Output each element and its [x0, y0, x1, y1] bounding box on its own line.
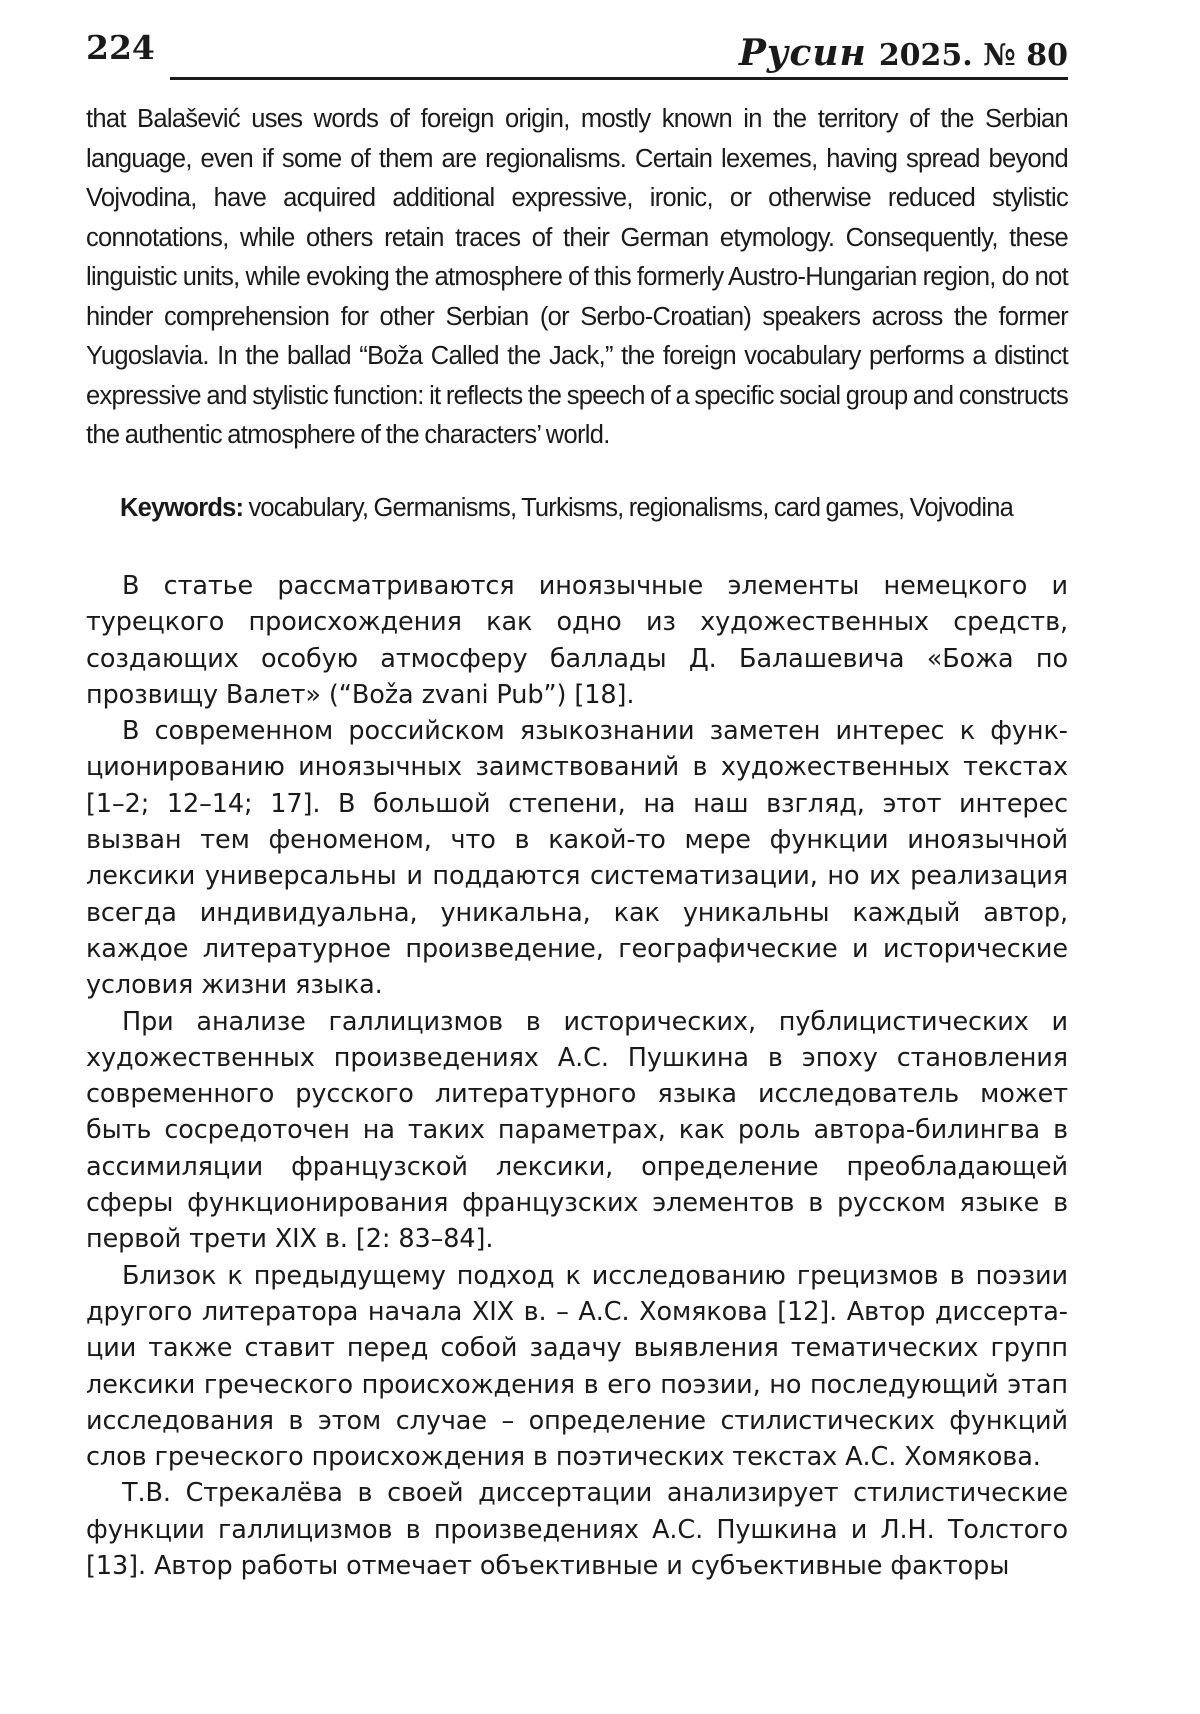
abstract-english: that Balašević uses words of foreign origin, mostly known in the territory of the Serbian language, even if some of them are regionalisms. Certain lexemes, having spread beyond Vojvodina, have acquired additional expressive, ironic, or otherwise reduced stylistic connotations, while others retain traces of their German etymology. Consequently, these linguistic units, while evoking the atmosphere of this formerly Austro-Hungarian region, do not hinder comprehension for other Serbian (or Serbo-Croatian) speakers across the former Yugoslavia. In the ballad “Boža Called the Jack,” the foreign vocabulary performs a distinct expressive and stylistic function: it reflects the speech of a specific social group and constructs the authentic atmosphere of the characters’ world. [86, 105, 1068, 449]
paragraph: Т.В. Стрекалёва в своей диссертации анализирует стилистические функции галлицизмов в произведениях А.С. Пушкина и Л.Н. Толстого [13]. Автор работы отмечает объективные и субъективные факторы [86, 1478, 1068, 1582]
paragraph: В современном российском языкознании заметен интерес к функционированию иноязычных заимствований в художественных текстах [1–2; 12–14; 17]. В большой степени, на наш взгляд, этот интерес вызван тем феноменом, что в какой-то мере функции иноязычной лексики универсальны и поддаются систематизации, но их реализация всегда индивидуальна, уникальна, как уникальны каждый автор, каждое литературное произведение, географические и исторические условия жизни языка. [86, 716, 1068, 1001]
journal-logo: Русин [738, 32, 867, 74]
page-header [86, 28, 1068, 80]
keywords [120, 488, 1013, 528]
page-number: 224 [86, 28, 155, 67]
journal-title [739, 32, 1068, 74]
paragraph: При анализе галлицизмов в исторических, публицистических и художественных произведениях А.С. Пушкина в эпоху становления современного русского литературного языка исследователь может быть сосредоточен на таких параметрах, как роль автора-билингва в ассимиляции французской лексики, определение преобладающей сферы функционирования французских элементов в русском языке в первой трети XIX в. [2: 83–84]. [86, 1006, 1068, 1255]
keywords-list: vocabulary, Germanisms, Turkisms, regionalisms, card games, Vojvodina [248, 494, 1014, 522]
article-body [86, 568, 1068, 1584]
paragraph: В статье рассматриваются иноязычные элементы немецкого и турецкого происхождения как одно из художественных средств, создающих особую атмосферу баллады Д. Балашевича «Божа по прозвищу Валет» (“Boža zvani Pub”) [18]. [86, 571, 1068, 710]
journal-issue: 2025. № 80 [878, 38, 1068, 73]
header-rule [170, 77, 1068, 80]
keywords-label: Keywords: [120, 494, 244, 522]
paragraph: Близок к предыдущему подход к исследованию грецизмов в поэзии другого литератора начала XIX в. – А.С. Хомякова [12]. Автор диссертации также ставит перед собой задачу выявления тематических групп лексики греческого происхождения в его поэзии, но последующий этап исследования в этом случае – определение стилистических функций слов греческого происхождения в поэтических текстах А.С. Хомякова. [86, 1260, 1068, 1473]
